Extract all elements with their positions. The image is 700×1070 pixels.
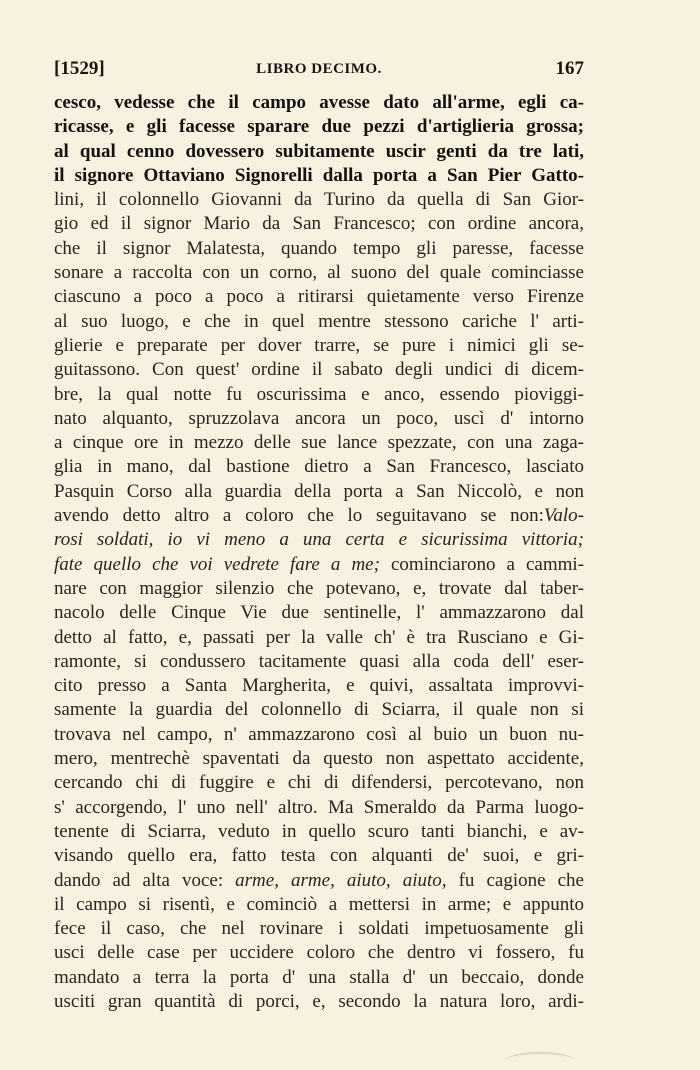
line-text: ricasse, e gli facesse sparare due pezzi d'artiglieria grossa; (54, 116, 584, 138)
text-line (54, 966, 584, 990)
text-line (54, 407, 584, 431)
line-text: dando ad alta voce: (54, 869, 224, 891)
text-line (54, 650, 584, 674)
line-text: trovava nel campo, n' ammazzarono così al buio un buon nu- (54, 723, 584, 745)
line-text: nare con maggior silenzio che potevano, e, trovate dal taber- (54, 577, 584, 599)
text-line (54, 796, 584, 820)
italic-text: Valo- (543, 505, 584, 527)
line-text: Pasquin Corso alla guardia della porta a San Niccolò, e non (54, 480, 584, 502)
text-line (54, 674, 584, 698)
text-line (54, 383, 584, 407)
text-line (54, 310, 584, 334)
text-line (54, 698, 584, 722)
page-header (54, 58, 584, 84)
text-line (54, 553, 584, 577)
line-text: a cinque ore in mezzo delle sue lance spezzate, con una zaga- (54, 432, 584, 454)
text-line (54, 334, 584, 358)
text-line (54, 164, 584, 188)
text-line (54, 844, 584, 868)
text-line (54, 261, 584, 285)
line-text: cesco, vedesse che il campo avesse dato all'arme, egli ca- (54, 92, 584, 113)
text-line (54, 455, 584, 479)
line-text: lini, il colonnello Giovanni da Turino da quella di San Gior- (54, 189, 584, 211)
header-year: [1529] (54, 58, 105, 79)
text-line (54, 212, 584, 236)
line-text: nacolo delle Cinque Vie due sentinelle, l' ammazzarono dal (54, 602, 584, 624)
body-text (54, 91, 584, 1014)
line-text: ciascuno a poco a poco a ritirarsi quietamente verso Firenze (54, 286, 584, 308)
text-line (54, 601, 584, 625)
text-line (54, 431, 584, 455)
page-mark (505, 1052, 575, 1070)
text-line (54, 91, 584, 115)
line-text: glia in mano, dal bastione dietro a San Francesco, lasciato (54, 456, 584, 478)
line-text: s' accorgendo, l' uno nell' altro. Ma Smeraldo da Parma luogo- (54, 796, 584, 818)
line-text: cercando chi di fuggire e chi di difendersi, percotevano, non (54, 772, 584, 794)
line-text: gio ed il signor Mario da San Francesco; con ordine ancora, (54, 213, 584, 235)
text-line (54, 626, 584, 650)
line-text: al suo luogo, e che in quel mentre stessono cariche l' arti- (54, 310, 584, 332)
line-text: mero, mentrechè spaventati da questo non aspettato accidente, (54, 748, 584, 770)
running-title: LIBRO DECIMO. (256, 61, 382, 77)
page-number: 167 (555, 58, 584, 79)
line-text: visando quello era, fatto testa con alquanti de' suoi, e gri- (54, 845, 584, 867)
line-text: il campo si risentì, e cominciò a mettersi in arme; e appunto (54, 893, 584, 915)
text-line (54, 820, 584, 844)
text-line (54, 237, 584, 261)
text-line (54, 869, 584, 893)
line-text: che il signor Malatesta, quando tempo gli paresse, facesse (54, 237, 584, 259)
text-line (54, 480, 584, 504)
line-text: cito presso a Santa Margherita, e quivi, assaltata improvvi- (54, 675, 584, 697)
text-line (54, 140, 584, 164)
text-line (54, 285, 584, 309)
line-text: tenente di Sciarra, veduto in quello scuro tanti bianchi, e av- (54, 820, 584, 842)
line-text: nato alquanto, spruzzolava ancora un poco, uscì d' intorno (54, 407, 584, 429)
line-text: avendo detto altro a coloro che lo seguitavano se non: (54, 505, 544, 527)
text-line (54, 941, 584, 965)
line-text: guitassono. Con quest' ordine il sabato degli undici di dicem- (54, 359, 584, 381)
line-text: fu cagione che (446, 869, 584, 891)
text-line (54, 504, 584, 528)
line-text: usci delle case per uccidere coloro che dentro vi fossero, fu (54, 942, 584, 964)
line-text: sonare a raccolta con un corno, al suono del quale cominciasse (54, 262, 584, 284)
line-text: cominciarono a cammi- (379, 553, 584, 575)
line-text: ramonte, si condussero tacitamente quasi alla coda dell' eser- (54, 650, 584, 672)
line-text: mandato a terra la porta d' una stalla d' un beccaio, donde (54, 966, 584, 988)
line-text: bre, la qual notte fu oscurissima e anco, essendo pioviggi- (54, 383, 584, 405)
italic-text: arme, arme, aiuto, aiuto, (223, 869, 447, 891)
text-line (54, 358, 584, 382)
line-text: al qual cenno dovessero subitamente uscir genti da tre lati, (54, 140, 584, 162)
italic-text: rosi soldati, io vi meno a una certa e sicurissima vittoria; (54, 529, 584, 551)
italic-text: fate quello che voi vedrete fare a me; (54, 553, 380, 575)
text-line (54, 917, 584, 941)
text-line (54, 990, 584, 1014)
line-text: samente la guardia del colonnello di Sciarra, il quale non si (54, 699, 584, 721)
line-text: fece il caso, che nel rovinare i soldati impetuosamente gli (54, 918, 584, 940)
text-line (54, 188, 584, 212)
text-line (54, 723, 584, 747)
line-text: usciti gran quantità di porci, e, secondo la natura loro, ardi- (54, 990, 584, 1012)
text-line (54, 747, 584, 771)
line-text: detto al fatto, e, passati per la valle ch' è tra Rusciano e Gi- (54, 626, 584, 648)
line-text: il signore Ottaviano Signorelli dalla porta a San Pier Gatto- (54, 164, 584, 186)
text-line (54, 893, 584, 917)
text-line (54, 115, 584, 139)
text-line (54, 528, 584, 552)
text-line (54, 771, 584, 795)
line-text: glierie e preparate per dover trarre, se pure i nimici gli se- (54, 334, 584, 356)
text-line (54, 577, 584, 601)
